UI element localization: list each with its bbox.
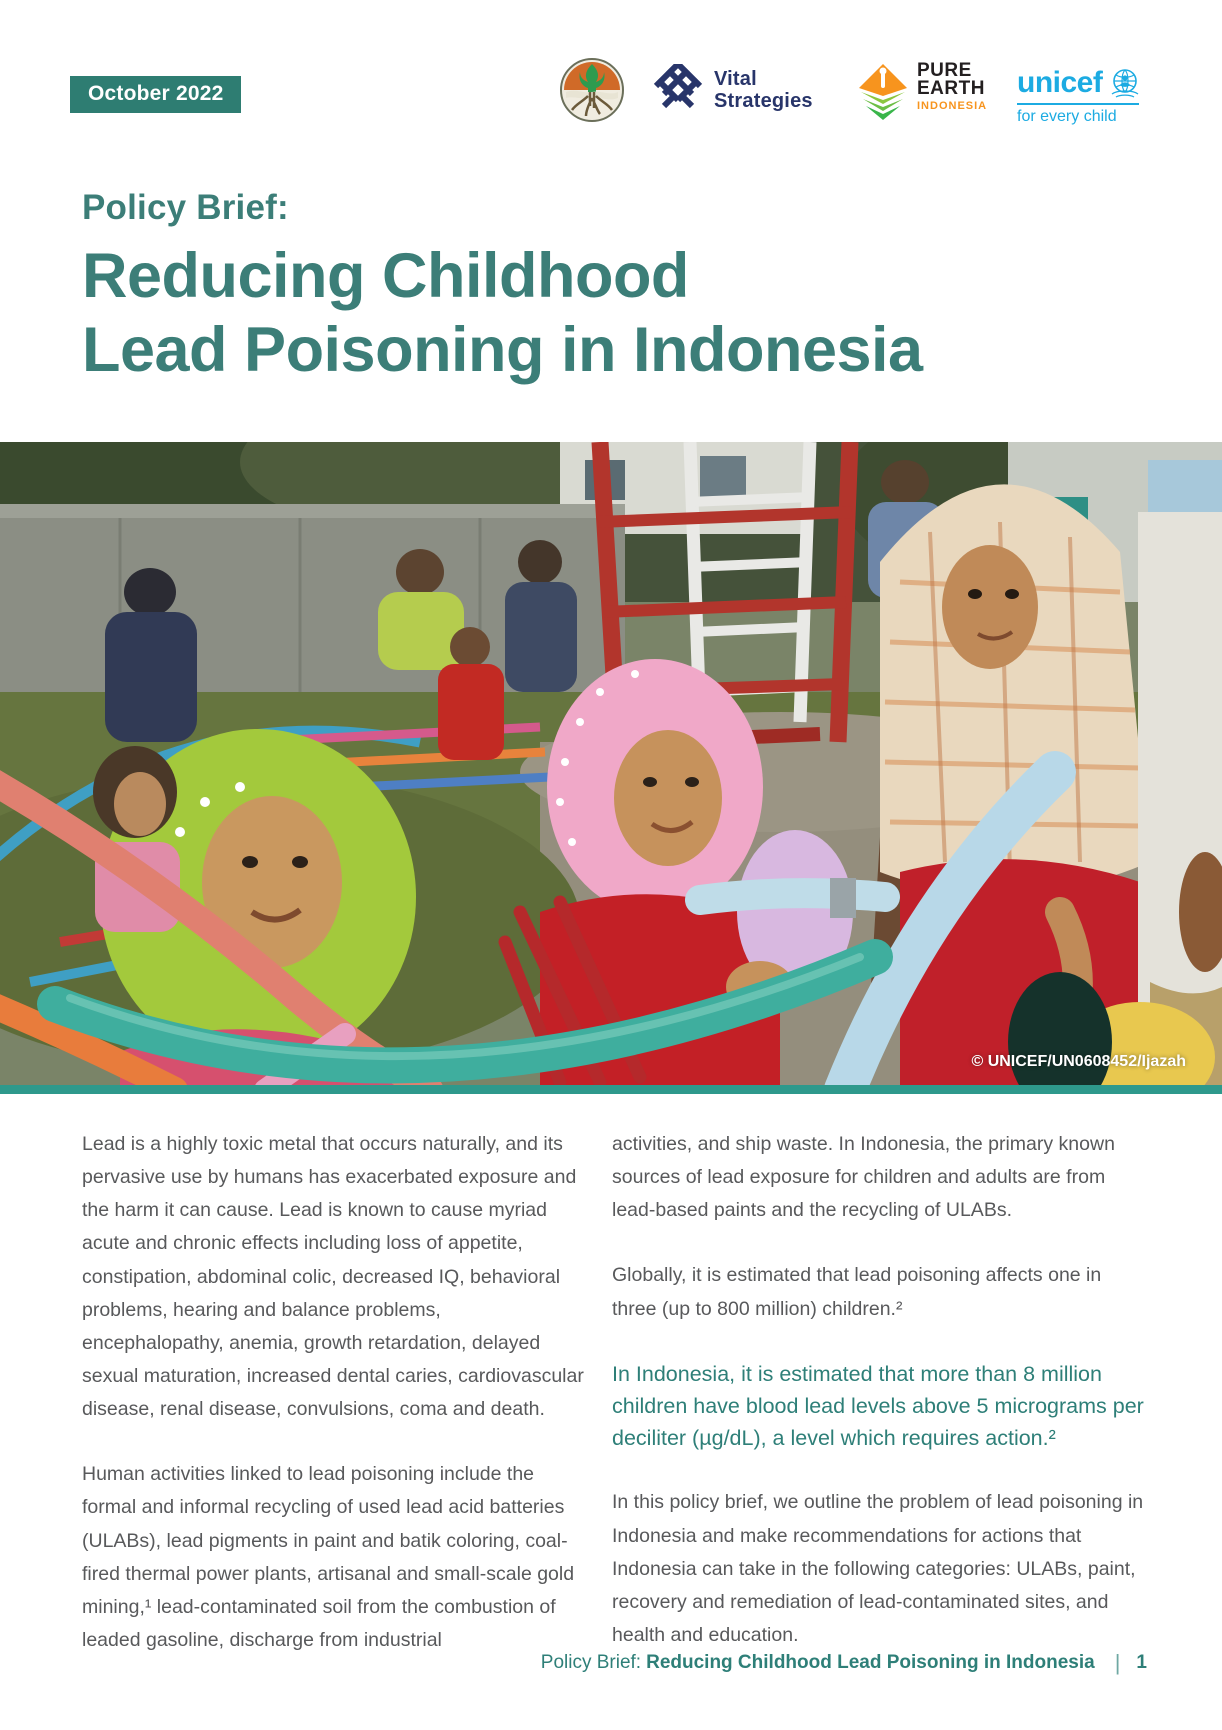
paragraph-global-estimate: Globally, it is estimated that lead poisoning affects one in three (up to 800 million) children.² bbox=[612, 1264, 1102, 1320]
unicef-rule bbox=[1017, 103, 1139, 105]
hero-photo bbox=[0, 442, 1222, 1085]
footer-page-number: 1 bbox=[1136, 1652, 1147, 1673]
paragraph-lead-toxicity: Lead is a highly toxic metal that occurs naturally, and its pervasive use by humans has exacerbated exposure and the harm it can cause. Lead is known to cause myriad acute and chronic effects including loss of appetite, constipation, abdominal colic, decreased IQ, behavioral problems, hearing and balance problems, encephalopathy, anemia, growth retardation, delayed sexual maturation, increased dental caries, cardiovascular disease, renal disease, convulsions, coma and death. bbox=[82, 1133, 584, 1421]
hero-photo-illustration bbox=[0, 442, 1222, 1085]
pure-earth-wordmark: PURE EARTH INDONESIA bbox=[917, 60, 988, 113]
body-column-left bbox=[82, 1128, 587, 1689]
page-title: Reducing Childhood Lead Poisoning in Indonesia bbox=[82, 241, 923, 385]
person-right bbox=[1138, 512, 1222, 1085]
paragraph-indonesia-sources: activities, and ship waste. In Indonesia, the primary known sources of lead exposure for children and adults are from lead-based paints and the recycling of ULABs. bbox=[612, 1133, 1115, 1222]
photo-bottom-strip bbox=[0, 1085, 1222, 1094]
paragraph-human-activities: Human activities linked to lead poisoning include the formal and informal recycling of used lead acid batteries (ULABs), lead pigments in paint and batik coloring, coal-fired thermal power plants, artisanal and small-scale gold mining,¹ lead-contaminated soil from the combustion of leaded gasoline, discharge from industrial bbox=[82, 1463, 575, 1651]
footer-title: Reducing Childhood Lead Poisoning in Indonesia bbox=[646, 1652, 1095, 1673]
footer-separator: | bbox=[1114, 1650, 1121, 1675]
pure-earth-logo bbox=[857, 62, 987, 122]
vital-strategies-icon bbox=[652, 64, 704, 116]
unicef-wordmark: unicef bbox=[1017, 66, 1103, 99]
unicef-logo bbox=[1017, 66, 1142, 126]
unicef-emblem-icon bbox=[1108, 66, 1142, 100]
pure-earth-indonesia-label: INDONESIA bbox=[917, 100, 988, 113]
date-badge: October 2022 bbox=[70, 76, 241, 113]
pure-earth-icon bbox=[857, 62, 909, 122]
title-prefix: Policy Brief: bbox=[82, 188, 289, 227]
logo-row bbox=[560, 56, 1152, 126]
footer-prefix: Policy Brief: bbox=[540, 1652, 642, 1673]
vital-strategies-wordmark: Vital Strategies bbox=[714, 68, 813, 112]
title-block bbox=[82, 188, 923, 387]
body-column-right bbox=[612, 1128, 1145, 1684]
photo-credit: © UNICEF/UN0608452/Ijazah bbox=[971, 1053, 1186, 1070]
callout-indonesia-estimate: In Indonesia, it is estimated that more than 8 million children have blood lead levels above 5 micrograms per deciliter (µg/dL), a level which requires action.² bbox=[612, 1361, 1144, 1451]
vital-strategies-logo bbox=[652, 64, 813, 116]
page-footer bbox=[0, 1650, 1147, 1676]
paragraph-brief-outline: In this policy brief, we outline the problem of lead poisoning in Indonesia and make recommendations for actions that Indonesia can take in the following categories: ULABs, paint, recovery and remediation of lead-contaminated sites, and health and education. bbox=[612, 1491, 1144, 1647]
ministry-logo-icon bbox=[560, 58, 624, 122]
unicef-tagline: for every child bbox=[1017, 108, 1117, 125]
